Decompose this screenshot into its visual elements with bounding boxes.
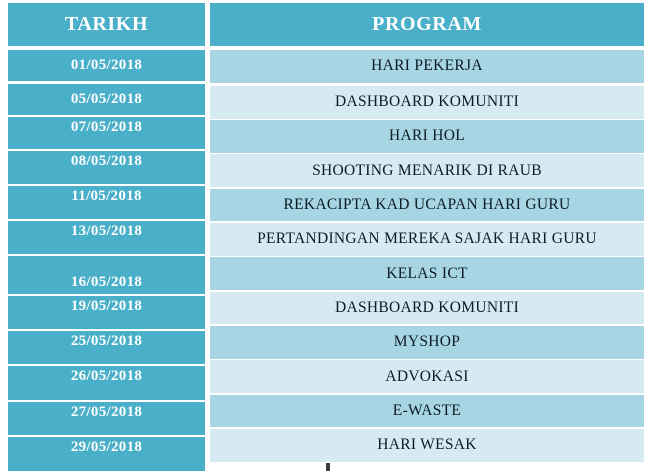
bottom-tick-marker: [326, 463, 330, 471]
date-cell: [8, 221, 205, 255]
date-cell: [8, 186, 205, 219]
date-value: 08/05/2018: [70, 152, 143, 169]
program-cell: [210, 120, 644, 153]
program-value: HARI HOL: [388, 127, 466, 145]
date-value: 16/05/2018: [70, 273, 143, 290]
program-value: PERTANDINGAN MEREKA SAJAK HARI GURU: [257, 230, 597, 248]
program-value: DASHBOARD KOMUNITI: [334, 93, 520, 111]
program-cell: [210, 154, 644, 187]
program-cell: [210, 223, 644, 256]
program-cell: [210, 292, 644, 325]
date-cell: [8, 366, 205, 400]
date-cell: [8, 151, 205, 184]
program-value: E-WASTE: [392, 401, 462, 419]
date-value: 27/05/2018: [70, 403, 143, 420]
date-value: 26/05/2018: [70, 368, 143, 384]
date-value: 19/05/2018: [70, 297, 143, 314]
table-header-row: [0, 0, 654, 46]
date-value: 29/05/2018: [70, 439, 143, 455]
program-value: DASHBOARD KOMUNITI: [334, 298, 520, 316]
column-header-program: PROGRAM: [210, 3, 644, 46]
date-value: 05/05/2018: [70, 90, 143, 107]
program-cell: [210, 395, 644, 428]
date-value: 07/05/2018: [70, 119, 143, 135]
program-cell: [210, 189, 644, 222]
date-cell: [8, 50, 205, 81]
program-cell: [210, 50, 644, 83]
program-cell: [210, 326, 644, 359]
program-value: MYSHOP: [393, 333, 461, 351]
date-cell: [8, 437, 205, 471]
date-cell: [8, 296, 205, 329]
program-cell: [210, 360, 644, 393]
date-value: 13/05/2018: [70, 222, 143, 239]
program-value: ADVOKASI: [385, 367, 469, 385]
date-value: 11/05/2018: [71, 187, 142, 204]
program-value: KELAS ICT: [386, 264, 468, 282]
program-value: HARI PEKERJA: [371, 57, 483, 75]
date-cell: [8, 256, 205, 294]
program-cell: [210, 257, 644, 290]
date-value: 25/05/2018: [70, 332, 143, 349]
program-value: HARI WESAK: [377, 436, 477, 454]
date-cell: [8, 402, 205, 436]
date-value: 01/05/2018: [70, 57, 143, 73]
program-value: SHOOTING MENARIK DI RAUB: [312, 161, 542, 179]
date-cell: [8, 84, 205, 116]
column-header-tarikh: TARIKH: [8, 3, 205, 46]
program-cell: [210, 86, 644, 119]
date-cell: [8, 117, 205, 149]
program-cell: [210, 429, 644, 462]
date-cell: [8, 331, 205, 365]
program-value: REKACIPTA KAD UCAPAN HARI GURU: [283, 196, 571, 214]
